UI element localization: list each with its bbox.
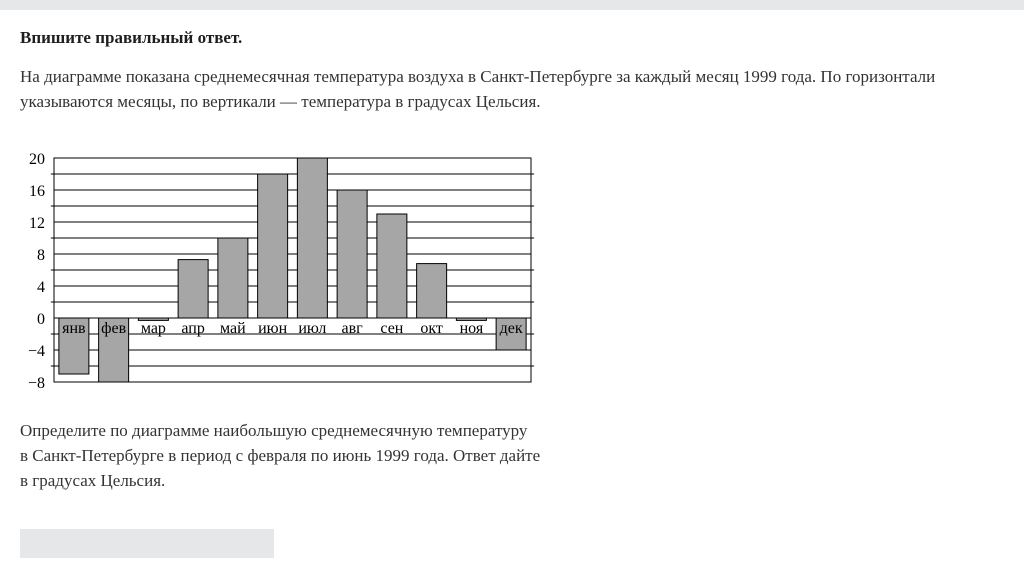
- x-tick-label: дек: [499, 320, 523, 337]
- x-tick-label: май: [220, 320, 246, 337]
- task-intro: На диаграмме показана среднемесячная температура воздуха в Санкт-Петербурге за каждый месяц 1999 года. По горизонтали указываются месяцы, по вертикали — температура в градусах Цельсия.: [20, 67, 936, 111]
- temperature-chart: [14, 148, 544, 388]
- x-tick-label: июн: [258, 320, 288, 337]
- y-tick-label: 16: [29, 183, 45, 200]
- y-tick-label: 20: [29, 151, 45, 168]
- y-tick-label: −4: [27, 343, 45, 360]
- bar-окт: [417, 264, 447, 318]
- task-question: [20, 418, 590, 493]
- x-tick-label: янв: [62, 320, 86, 337]
- x-tick-label: ноя: [459, 320, 484, 337]
- x-tick-label: авг: [341, 320, 363, 337]
- x-tick-label: апр: [181, 320, 205, 337]
- x-tick-label: окт: [420, 320, 443, 337]
- y-tick-label: 4: [37, 279, 45, 296]
- question-line: в Санкт-Петербурге в период с февраля по июнь 1999 года. Ответ дайте: [20, 446, 541, 465]
- bar-май: [218, 238, 248, 318]
- bar-авг: [337, 190, 367, 318]
- x-tick-label: июл: [298, 320, 327, 337]
- y-tick-label: 12: [29, 215, 45, 232]
- chart-svg: [14, 148, 544, 388]
- y-tick-label: 0: [37, 311, 45, 328]
- bar-июн: [258, 174, 288, 318]
- x-tick-label: фев: [101, 320, 127, 337]
- bar-июл: [297, 158, 327, 318]
- task-instruction: Впишите правильный ответ.: [20, 28, 243, 47]
- question-line: в градусах Цельсия.: [20, 471, 166, 490]
- bar-сен: [377, 214, 407, 318]
- y-tick-label: −8: [27, 375, 45, 388]
- question-line: Определите по диаграмме наибольшую среднемесячную температуру: [20, 421, 528, 440]
- y-tick-label: 8: [37, 247, 45, 264]
- top-bar: [0, 0, 1024, 10]
- answer-input[interactable]: [20, 529, 274, 558]
- bar-апр: [178, 260, 208, 318]
- x-tick-label: мар: [140, 320, 166, 337]
- x-tick-label: сен: [380, 320, 404, 337]
